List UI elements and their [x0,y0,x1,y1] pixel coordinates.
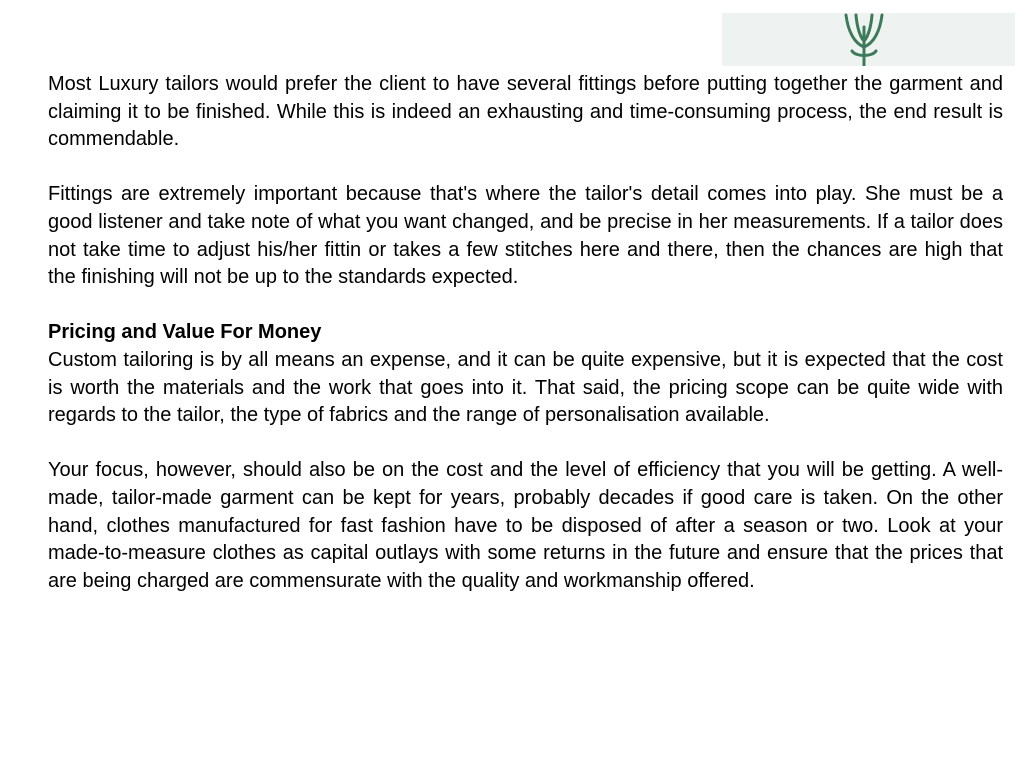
paragraph-pricing-focus: Your focus, however, should also be on the cost and the level of efficiency that you will be getting. A well-made, tailor-made garment can be kept for years, probably decades if good care is taken. On the other hand, clothes manufactured for fast fashion have to be disposed of after a season or two. Look at your made-to-measure clothes as capital outlays with some returns in the future and ensure that the prices that are being charged are commensurate with the quality and workmanship offered. [48,459,1003,592]
trident-monogram-icon [834,13,894,66]
paragraph-fittings-importance: Fittings are extremely important because that's where the tailor's detail comes into play. She must be a good listener and take note of what you want changed, and be precise in her measurements. If a tailor does not take time to adjust his/her fittin or takes a few stitches here and there, then the chances are high that the finishing will not be up to the standards expected. [48,183,1003,289]
logo-banner [722,13,1015,66]
section-heading-pricing: Pricing and Value For Money [48,321,322,344]
paragraph-pricing-expense: Custom tailoring is by all means an expense, and it can be quite expensive, but it is expected that the cost is worth the materials and the work that goes into it. That said, the pricing scope can be quite wide with regards to the tailor, the type of fabrics and the range of personalisation available. [48,348,1003,427]
article-body [48,71,1003,623]
paragraph-fittings-intro: Most Luxury tailors would prefer the client to have several fittings before putting together the garment and claiming it to be finished. While this is indeed an exhausting and time-consuming process, the end result is commendable. [48,73,1003,151]
